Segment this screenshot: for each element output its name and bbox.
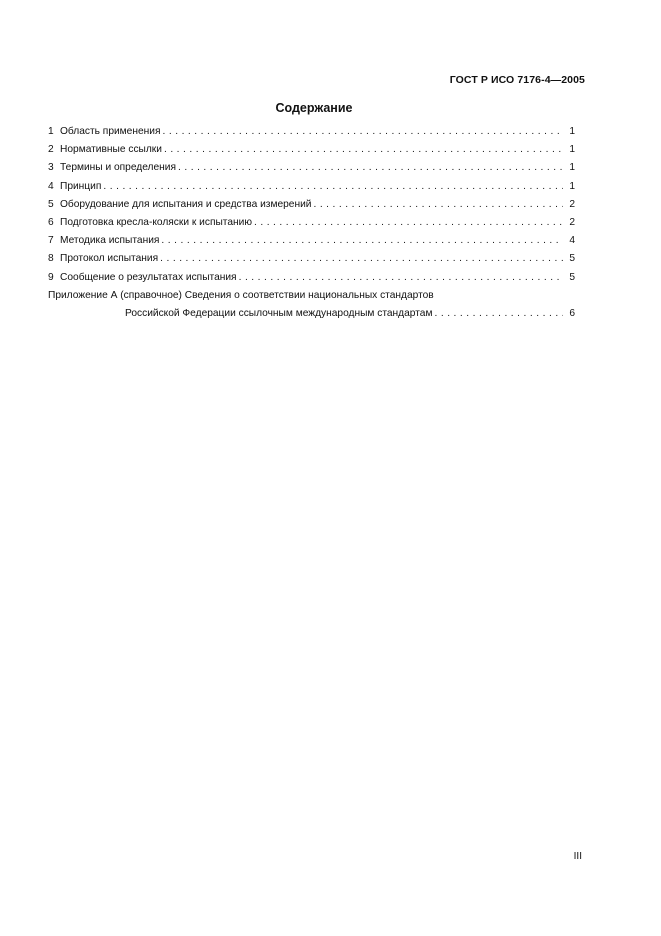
toc-item-label: Оборудование для испытания и средства измерений (60, 198, 312, 210)
toc-item-label: Протокол испытания (60, 253, 159, 265)
appendix-title-line (48, 290, 575, 308)
dot-leader (239, 272, 563, 283)
dot-leader (161, 235, 563, 246)
toc-item[interactable] (48, 253, 575, 271)
toc-item-number: 1 (48, 126, 54, 137)
appendix-subtitle: Российской Федерации ссылочным международным стандартам (125, 307, 433, 319)
toc-item-label: Подготовка кресла-коляски к испытанию (60, 216, 252, 228)
toc-item-label: Сообщение о результатах испытания (60, 271, 237, 283)
table-of-contents (48, 126, 575, 326)
toc-item-label: Нормативные ссылки (60, 144, 162, 156)
toc-item-page: 5 (569, 253, 575, 265)
toc-item[interactable] (48, 199, 575, 217)
toc-item-number: 7 (48, 235, 54, 247)
toc-item[interactable] (48, 181, 575, 199)
dot-leader (434, 308, 563, 319)
toc-item-number: 9 (48, 271, 54, 283)
dot-leader (162, 126, 563, 137)
page-number: III (573, 851, 582, 862)
toc-item-number: 6 (48, 216, 54, 228)
dot-leader (164, 144, 563, 155)
toc-item-number: 5 (48, 198, 54, 210)
dot-leader (103, 181, 563, 192)
toc-item[interactable] (48, 235, 575, 253)
toc-item[interactable] (48, 126, 575, 144)
toc-item-page: 1 (569, 162, 575, 174)
toc-item-label: Термины и определения (60, 162, 176, 174)
toc-item-number: 8 (48, 253, 54, 265)
appendix-subtitle-line (48, 308, 575, 326)
toc-item-label: Область применения (60, 126, 161, 137)
toc-item-page: 4 (569, 235, 575, 247)
dot-leader (160, 253, 563, 264)
toc-item-number: 4 (48, 180, 54, 192)
toc-item-page: 2 (569, 198, 575, 210)
toc-title: Содержание (275, 101, 353, 115)
document-code: ГОСТ Р ИСО 7176-4—2005 (449, 74, 585, 86)
toc-item-page: 1 (569, 144, 575, 156)
toc-item[interactable] (48, 272, 575, 290)
toc-item[interactable] (48, 162, 575, 180)
toc-item-label: Принцип (60, 180, 102, 192)
toc-item-page: 1 (569, 180, 575, 192)
toc-appendix-item[interactable] (48, 290, 575, 326)
toc-item[interactable] (48, 144, 575, 162)
toc-item-number: 3 (48, 162, 54, 174)
toc-item-number: 2 (48, 144, 54, 156)
toc-item-page: 2 (569, 216, 575, 228)
dot-leader (178, 162, 563, 173)
appendix-page: 6 (569, 307, 575, 319)
dot-leader (313, 199, 563, 210)
appendix-title: Приложение А (справочное) Сведения о соответствии национальных стандартов (48, 289, 434, 301)
toc-item-page: 1 (569, 126, 575, 137)
toc-item-page: 5 (569, 271, 575, 283)
toc-item-label: Методика испытания (60, 235, 160, 247)
toc-item[interactable] (48, 217, 575, 235)
dot-leader (254, 217, 563, 228)
